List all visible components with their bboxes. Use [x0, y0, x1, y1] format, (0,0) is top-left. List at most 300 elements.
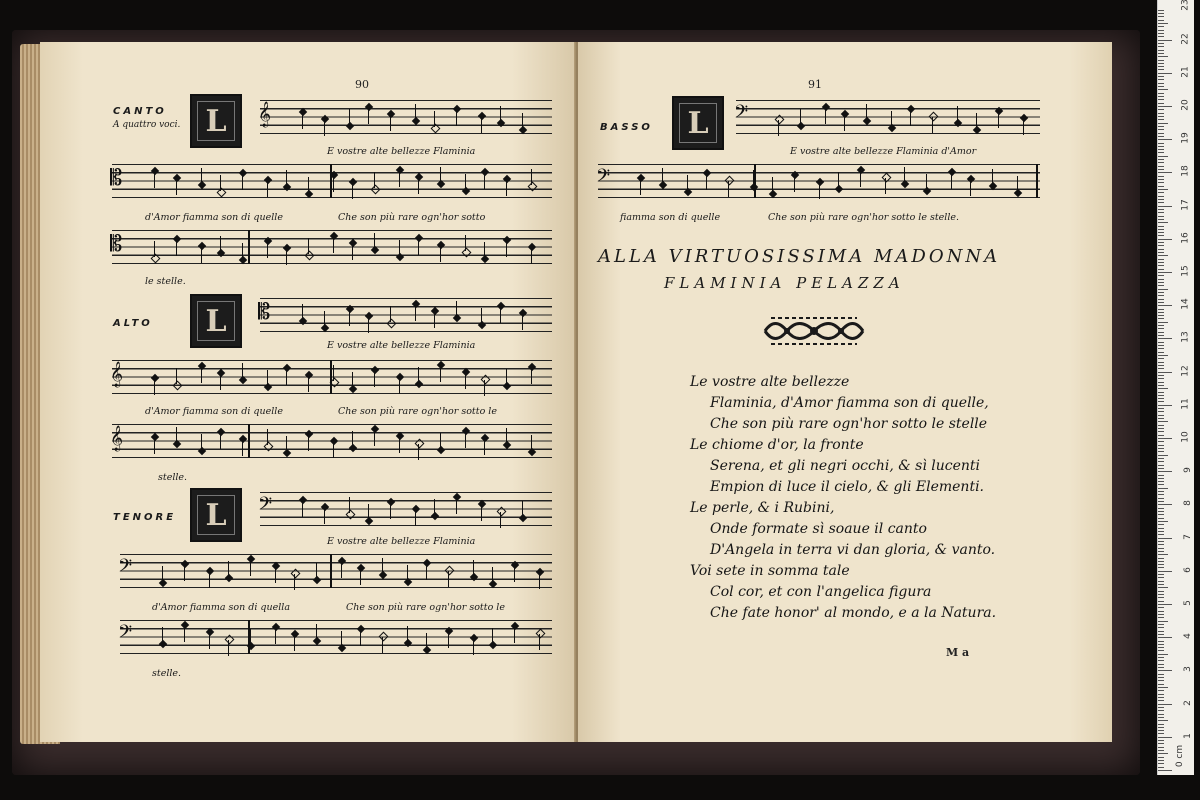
staff: 𝄢 — [260, 492, 552, 526]
ruler-tick — [1158, 143, 1164, 144]
note-stem — [390, 503, 391, 519]
ruler-tick — [1158, 332, 1164, 333]
note-stem — [382, 637, 383, 653]
note-stem — [514, 627, 515, 643]
ruler-tick — [1158, 289, 1168, 290]
music-note — [305, 251, 315, 261]
note-stem — [844, 115, 845, 131]
ruler-tick — [1158, 697, 1164, 698]
note-stem — [481, 308, 482, 324]
ruler-tick — [1158, 56, 1168, 57]
ruler-tick — [1158, 116, 1164, 117]
note-stem — [932, 117, 933, 133]
note-stem — [885, 178, 886, 194]
music-note — [151, 254, 161, 264]
ruler-tick — [1158, 644, 1164, 645]
ruler-label: 2 — [1183, 699, 1194, 706]
lyrics: Che son più rare ogn'hor sotto le — [346, 602, 505, 613]
note-stem — [399, 437, 400, 453]
note-stem — [360, 569, 361, 585]
ruler-tick — [1158, 405, 1172, 406]
music-note — [225, 635, 235, 645]
note-stem — [324, 120, 325, 136]
note-stem — [352, 244, 353, 260]
ruler-tick — [1158, 159, 1164, 160]
note-stem — [440, 246, 441, 262]
ruler-tick — [1158, 176, 1164, 177]
ruler-tick — [1158, 169, 1164, 170]
ruler-tick — [1158, 139, 1172, 140]
ruler-tick — [1158, 378, 1164, 379]
ruler-label: 21 — [1180, 66, 1191, 78]
ruler-tick — [1158, 680, 1164, 681]
left-page — [40, 42, 576, 742]
ruler-tick — [1158, 338, 1172, 339]
note-stem — [465, 373, 466, 389]
ruler-tick — [1158, 687, 1168, 688]
ruler-label: 11 — [1180, 398, 1191, 410]
note-stem — [531, 248, 532, 264]
music-note — [481, 375, 491, 385]
note-stem — [819, 183, 820, 199]
note-stem — [333, 176, 334, 192]
note-stem — [506, 369, 507, 385]
ruler-tick — [1158, 133, 1164, 134]
note-stem — [220, 175, 221, 191]
note-stem — [1023, 119, 1024, 135]
ruler-tick — [1158, 348, 1164, 349]
ruler-tick — [1158, 382, 1164, 383]
ruler-tick — [1158, 750, 1164, 751]
staff: 𝄡 — [112, 230, 552, 264]
ruler-label: 17 — [1180, 198, 1191, 211]
ruler-tick — [1158, 524, 1164, 525]
ruler-tick — [1158, 597, 1164, 598]
note-stem — [426, 564, 427, 580]
ruler-tick — [1158, 206, 1172, 207]
lyrics: d'Amor fiamma son di quelle — [145, 406, 283, 417]
note-stem — [500, 512, 501, 528]
ruler-tick — [1158, 299, 1164, 300]
ruler-tick — [1158, 196, 1164, 197]
poem-line: Col cor, et con l'angelica figura — [710, 584, 932, 600]
ruler-tick — [1158, 740, 1164, 741]
staff: 𝄢 — [598, 164, 1040, 198]
ruler-tick — [1158, 411, 1164, 412]
ruler-tick — [1158, 93, 1164, 94]
voice-label-basso: BASSO — [600, 122, 653, 133]
ruler-tick — [1158, 50, 1164, 51]
ruler-tick — [1158, 162, 1164, 163]
staff: 𝄢 — [120, 620, 552, 654]
ruler-tick — [1158, 368, 1164, 369]
note-stem — [992, 169, 993, 185]
note-stem — [434, 499, 435, 515]
music-note — [379, 632, 389, 642]
note-stem — [368, 108, 369, 124]
music-note — [497, 507, 507, 517]
ruler-tick — [1158, 700, 1164, 701]
ruler-tick — [1158, 707, 1164, 708]
ruler-tick — [1158, 587, 1168, 588]
ruler-tick — [1158, 192, 1164, 193]
ruler-tick — [1158, 567, 1164, 568]
note-stem — [316, 563, 317, 579]
ruler-tick — [1158, 302, 1164, 303]
ruler-tick — [1158, 322, 1168, 323]
ruler-label: 19 — [1180, 132, 1191, 144]
ruler-tick — [1158, 554, 1168, 555]
page-number: 90 — [355, 78, 369, 91]
ruler-tick — [1158, 265, 1164, 266]
ruler-tick — [1158, 511, 1164, 512]
note-stem — [341, 562, 342, 578]
ruler-tick — [1158, 621, 1168, 622]
ruler-tick — [1158, 13, 1164, 14]
ruler-tick — [1158, 730, 1164, 731]
ruler-tick — [1158, 435, 1164, 436]
ruler-tick — [1158, 431, 1164, 432]
ruler-tick — [1158, 232, 1164, 233]
note-stem — [176, 179, 177, 195]
poem-line: Le chiome d'or, la fronte — [690, 437, 864, 453]
ruler-tick — [1158, 484, 1164, 485]
voice-subtitle: A quattro voci. — [113, 120, 181, 130]
ruler-tick — [1158, 226, 1164, 227]
ruler-tick — [1158, 475, 1164, 476]
ruler-tick — [1158, 577, 1164, 578]
ruler-tick — [1158, 79, 1164, 80]
note-stem — [522, 314, 523, 330]
note-stem — [374, 430, 375, 446]
note-stem — [926, 174, 927, 190]
staff: 𝄞 — [112, 424, 552, 458]
note-stem — [481, 505, 482, 521]
note-stem — [201, 168, 202, 184]
ruler-tick — [1158, 601, 1164, 602]
note-stem — [998, 112, 999, 128]
ruler-tick — [1158, 561, 1164, 562]
note-stem — [341, 631, 342, 647]
ruler-tick — [1158, 514, 1164, 515]
note-stem — [333, 365, 334, 381]
ruler-tick — [1158, 53, 1164, 54]
note-stem — [349, 109, 350, 125]
ruler-tick — [1158, 631, 1164, 632]
note-stem — [308, 376, 309, 392]
ruler-tick — [1158, 674, 1164, 675]
note-stem — [418, 444, 419, 460]
ruler-tick — [1158, 385, 1164, 386]
ruler-tick — [1158, 239, 1172, 240]
ruler-tick — [1158, 538, 1172, 539]
ruler-tick — [1158, 292, 1164, 293]
note-stem — [220, 236, 221, 252]
ruler-label: 1 — [1183, 732, 1194, 739]
music-note — [462, 248, 472, 258]
note-stem — [176, 240, 177, 256]
note-stem — [154, 172, 155, 188]
note-stem — [220, 433, 221, 449]
note-stem — [531, 169, 532, 185]
note-stem — [250, 629, 251, 645]
note-stem — [434, 312, 435, 328]
ruler-tick — [1158, 451, 1164, 452]
note-stem — [228, 561, 229, 577]
note-stem — [154, 241, 155, 257]
note-stem — [484, 380, 485, 396]
note-stem — [333, 237, 334, 253]
music-note — [536, 629, 546, 639]
note-stem — [778, 120, 779, 136]
ruler-tick — [1158, 272, 1172, 273]
note-stem — [209, 633, 210, 649]
lyrics: Che son più rare ogn'hor sotto le stelle. — [768, 212, 960, 223]
ruler-tick — [1158, 584, 1164, 585]
note-stem — [440, 167, 441, 183]
ruler-tick — [1158, 202, 1164, 203]
note-stem — [308, 177, 309, 193]
ruler-tick — [1158, 458, 1164, 459]
note-stem — [308, 238, 309, 254]
music-note — [725, 176, 735, 186]
ruler-tick — [1158, 614, 1164, 615]
decorated-initial: L — [190, 94, 242, 148]
note-stem — [448, 571, 449, 587]
music-note — [387, 319, 397, 329]
ruler-tick — [1158, 83, 1164, 84]
staff: 𝄡 — [112, 164, 552, 198]
note-stem — [267, 181, 268, 197]
ruler-label: 18 — [1180, 165, 1191, 178]
note-stem — [492, 628, 493, 644]
ruler-tick — [1158, 670, 1172, 671]
note-stem — [539, 573, 540, 589]
music-note — [528, 182, 538, 192]
note-stem — [904, 167, 905, 183]
ruler-tick — [1158, 421, 1168, 422]
note-stem — [176, 427, 177, 443]
decorated-initial: L — [190, 488, 242, 542]
ruler-tick — [1158, 388, 1168, 389]
note-stem — [484, 439, 485, 455]
ruler-tick — [1158, 362, 1164, 363]
note-stem — [267, 242, 268, 258]
ruler-tick — [1158, 375, 1164, 376]
note-stem — [434, 111, 435, 127]
ruler-tick — [1158, 235, 1164, 236]
ruler-tick — [1158, 99, 1164, 100]
ruler-label: 23 — [1180, 0, 1191, 12]
note-stem — [374, 172, 375, 188]
note-stem — [399, 240, 400, 256]
ruler-tick — [1158, 123, 1168, 124]
ruler-label: 3 — [1183, 666, 1194, 673]
note-stem — [201, 434, 202, 450]
ruler-tick — [1158, 551, 1164, 552]
ruler-tick — [1158, 222, 1168, 223]
ruler-tick — [1158, 428, 1164, 429]
note-stem — [522, 113, 523, 129]
right-page — [578, 42, 1112, 742]
poem-line: Voi sete in somma tale — [690, 563, 850, 579]
ruler-tick — [1158, 309, 1164, 310]
note-stem — [484, 242, 485, 258]
ruler-tick — [1158, 415, 1164, 416]
note-stem — [154, 379, 155, 395]
ruler-tick — [1158, 455, 1168, 456]
ruler-tick — [1158, 634, 1164, 635]
decorated-initial: L — [190, 294, 242, 348]
music-note — [445, 566, 455, 576]
note-stem — [286, 170, 287, 186]
ruler-tick — [1158, 637, 1172, 638]
music-note — [173, 381, 183, 391]
ruler-tick — [1158, 328, 1164, 329]
note-stem — [286, 369, 287, 385]
voice-label-canto: CANTO — [113, 106, 167, 117]
ruler-tick — [1158, 518, 1164, 519]
note-stem — [360, 630, 361, 646]
note-stem — [415, 104, 416, 120]
ruler-label: 22 — [1180, 32, 1191, 45]
ruler-tick — [1158, 40, 1172, 41]
note-stem — [506, 241, 507, 257]
note-stem — [184, 565, 185, 581]
lyrics: Che son più rare ogn'hor sotto — [338, 212, 486, 223]
ruler-tick — [1158, 262, 1164, 263]
note-stem — [349, 497, 350, 513]
ruler-tick — [1158, 365, 1164, 366]
ruler-tick — [1158, 581, 1164, 582]
ruler-tick — [1158, 418, 1164, 419]
ruler-tick — [1158, 179, 1164, 180]
note-stem — [506, 428, 507, 444]
note-stem — [448, 632, 449, 648]
ruler-tick — [1158, 249, 1164, 250]
music-note — [346, 510, 356, 520]
note-stem — [154, 438, 155, 454]
note-stem — [465, 235, 466, 251]
ruler-tick — [1158, 312, 1164, 313]
ruler-tick — [1158, 714, 1164, 715]
ruler-tick — [1158, 152, 1164, 153]
ruler-tick — [1158, 528, 1164, 529]
lyrics: stelle. — [152, 668, 182, 679]
note-stem — [308, 435, 309, 451]
note-stem — [539, 634, 540, 650]
lyrics: E vostre alte bellezze Flaminia — [327, 536, 476, 547]
note-stem — [473, 560, 474, 576]
ruler-tick — [1158, 763, 1164, 764]
ruler-tick — [1158, 571, 1172, 572]
note-stem — [286, 249, 287, 265]
ruler-tick — [1158, 43, 1164, 44]
note-stem — [352, 183, 353, 199]
ruler-tick — [1158, 425, 1164, 426]
ruler-label: 9 — [1183, 467, 1194, 474]
lyrics: E vostre alte bellezze Flaminia — [327, 340, 476, 351]
ruler-tick — [1158, 664, 1164, 665]
ruler-tick — [1158, 641, 1164, 642]
ruler-tick — [1158, 66, 1164, 67]
ruler-tick — [1158, 647, 1164, 648]
note-stem — [415, 305, 416, 321]
ruler-tick — [1158, 269, 1164, 270]
ruler-tick — [1158, 591, 1164, 592]
poem-line: Onde formate sì soaue il canto — [710, 521, 927, 537]
note-stem — [316, 624, 317, 640]
ruler-tick — [1158, 229, 1164, 230]
staff: 𝄢 — [736, 100, 1040, 134]
note-stem — [201, 367, 202, 383]
poem-line: Le vostre alte bellezze — [690, 374, 850, 390]
ruler-label: 10 — [1180, 431, 1191, 443]
ruler-tick — [1158, 727, 1164, 728]
note-stem — [352, 431, 353, 447]
staff: 𝄞 — [260, 100, 552, 134]
ruler-tick — [1158, 216, 1164, 217]
poem-line: Le perle, & i Rubini, — [690, 500, 835, 516]
ruler-tick — [1158, 86, 1164, 87]
note-stem — [407, 626, 408, 642]
ruler-tick — [1158, 717, 1164, 718]
ruler-tick — [1158, 146, 1164, 147]
ruler-tick — [1158, 494, 1164, 495]
note-stem — [407, 565, 408, 581]
note-stem — [514, 566, 515, 582]
note-stem — [426, 633, 427, 649]
note-stem — [349, 310, 350, 326]
note-stem — [302, 304, 303, 320]
music-note — [291, 569, 301, 579]
ruler-tick — [1158, 199, 1164, 200]
ruler-tick — [1158, 252, 1164, 253]
note-stem — [500, 307, 501, 323]
note-stem — [162, 627, 163, 643]
note-stem — [382, 558, 383, 574]
ruler-tick — [1158, 498, 1164, 499]
music-note — [775, 115, 785, 125]
note-stem — [440, 366, 441, 382]
poem-line: Empion di luce il cielo, & gli Elementi. — [710, 479, 984, 495]
note-stem — [286, 436, 287, 452]
note-stem — [415, 510, 416, 526]
note-stem — [531, 368, 532, 384]
note-stem — [162, 566, 163, 582]
ruler-tick — [1158, 96, 1164, 97]
ruler-label: 20 — [1180, 99, 1191, 111]
note-stem — [324, 311, 325, 327]
ruler-tick — [1158, 33, 1164, 34]
note-stem — [970, 180, 971, 196]
ruler-tick — [1158, 438, 1172, 439]
ruler-tick — [1158, 23, 1168, 24]
ruler-tick — [1158, 20, 1164, 21]
ruler-tick — [1158, 471, 1172, 472]
ruler-tick — [1158, 408, 1164, 409]
ruler-tick — [1158, 594, 1164, 595]
page-number: 91 — [808, 78, 822, 91]
note-stem — [772, 177, 773, 193]
ruler-tick — [1158, 627, 1164, 628]
staff: 𝄞 — [112, 360, 552, 394]
note-stem — [242, 174, 243, 190]
ruler-tick — [1158, 182, 1164, 183]
note-stem — [242, 440, 243, 456]
note-stem — [294, 574, 295, 590]
ruler-tick — [1158, 704, 1172, 705]
